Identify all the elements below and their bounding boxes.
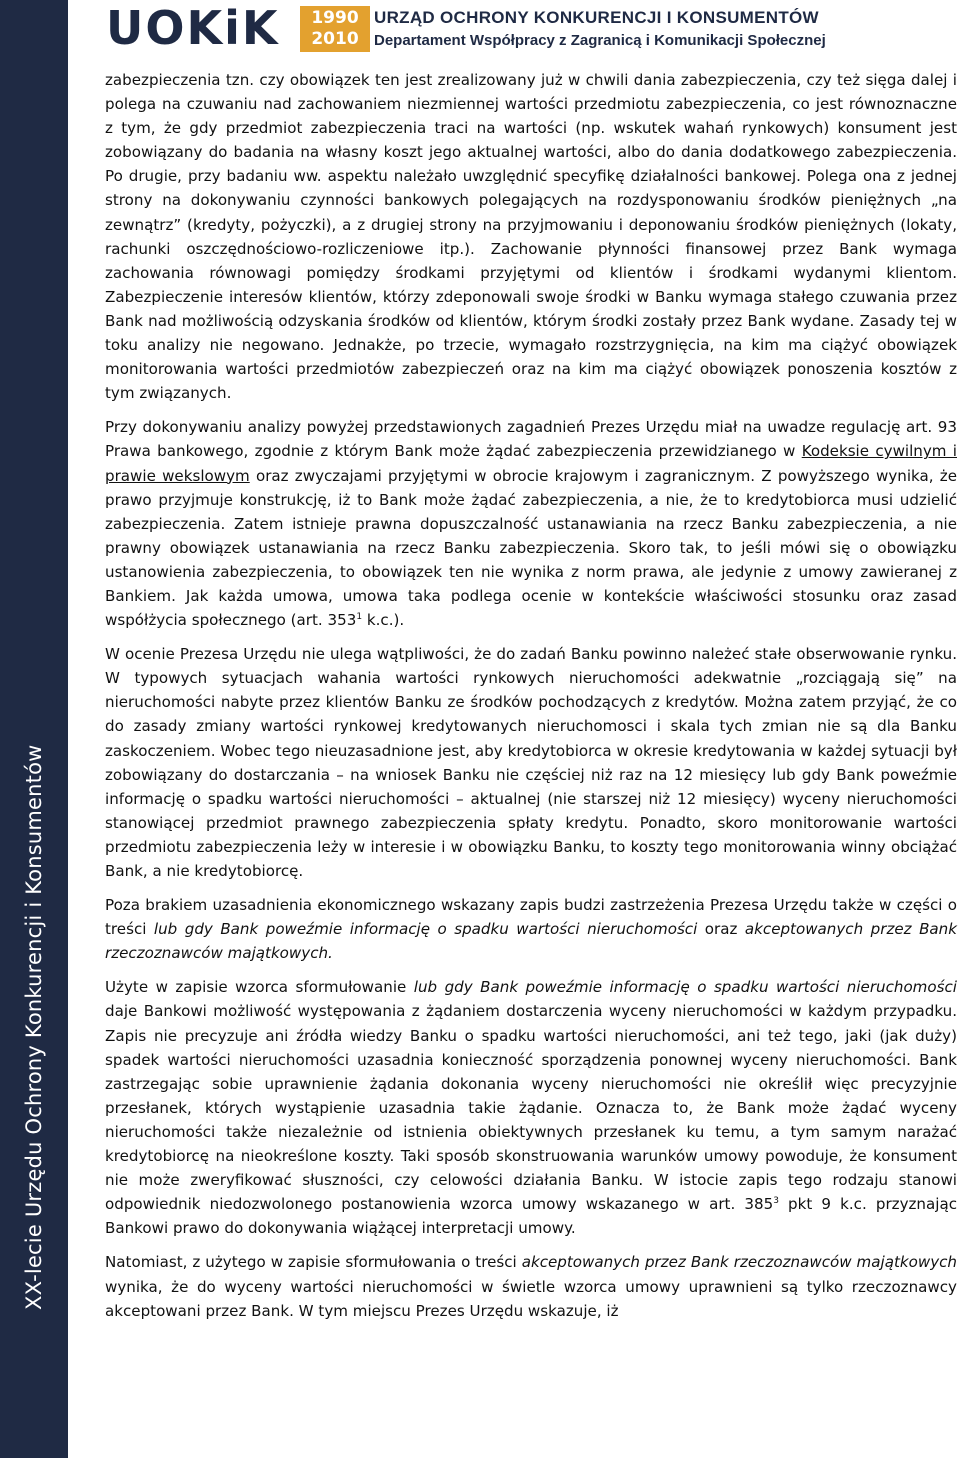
paragraph-1: zabezpieczenia tzn. czy obowiązek ten jest zrealizowany już w chwili dania zabezpieczenia, czy też sięga dalej i polega na czuwaniu nad zachowaniem niezmiennej wartości przedmiotu zabezpieczenia, co jest równoznaczne z tym, że gdy przedmiot zabezpieczenia traci na wartości (np. wskutek wahań rynkowych) konsument jest zobowiązany do badania na własny koszt jego aktualnej wartości, albo do dania dodatkowego zabezpieczenia. Po drugie, przy badaniu ww. aspektu należało uwzględnić specyfikę działalności bankowej. Polega ona z jednej strony na dokonywaniu czynności bankowych polegających na rozdysponowaniu środków pieniężnych „na zewnątrz” (kredyty, pożyczki), a z drugiej strony na przyjmowaniu i deponowaniu środków pieniężnych (lokaty, rachunki oszczędnościowo-rozliczeniowe itp.). Zachowanie płynności finansowej przez Bank wymaga zachowania równowagi pomiędzy środkami przyjętymi od klientów i środkami wydanymi klientom. Zabezpieczenie interesów klientów, którzy zdeponowali swoje środki w Banku wymaga stałego czuwania przez Bank nad możliwością odzyskania środków od klientów, którym środki zostały przez Bank wydane. Zasady tej w toku analizy nie negowano. Jednakże, po trzecie, wymagało rozstrzygnięcia, na kim ma ciążyć obowiązek monitorowania wartości przedmiotów zabezpieczeń oraz na kim ma ciążyć obowiązek ponoszenia kosztów z tym związanych. — [105, 71, 957, 403]
paragraph-5-text-c: pkt 9 k.c. przyznając Bankowi prawo do dokonywania wiążącej interpretacji umowy. — [105, 1195, 957, 1238]
footnote-sup: 1 — [356, 612, 363, 623]
paragraph-4 — [105, 893, 957, 965]
department-name: Departament Współpracy z Zagranicą i Komunikacji Społecznej — [374, 32, 826, 49]
year-start: 1990 — [311, 8, 359, 28]
side-banner-text: XX-lecie Urzędu Ochrony Konkurencji i Konsumentów — [22, 744, 46, 1310]
side-banner — [0, 0, 68, 1458]
paragraph-6-text-b: wynika, że do wyceny wartości nieruchomości w świetle wzorca umowy uprawnieni są tylko rzeczoznawcy akceptowani przez Bank. W tym miejscu Prezes Urzędu wskazuje, iż — [105, 1277, 957, 1320]
anniversary-badge — [300, 6, 370, 52]
year-end: 2010 — [311, 29, 359, 49]
paragraph-6 — [105, 1250, 957, 1322]
page-header — [68, 0, 960, 60]
code-link[interactable]: Kodeksie cywilnym i prawie wekslowym — [105, 442, 957, 485]
uokik-logo — [106, 1, 280, 55]
paragraph-5-text-b: daje Bankowi możliwość występowania z żądaniem dostarczenia wyceny nieruchomości w każdym przypadku. Zapis nie precyzuje ani źródła wiedzy Banku o spadku wartości nieruchomości, ani też tego, jaki (jak duży) spadek wartości nieruchomości uzasadnia konieczność sporządzenia ponownej wyceny nieruchomości. Bank zastrzegając sobie uprawnienie żądania dokonania wyceny nieruchomości nie określił więc precyzyjnie przesłanek, których wystąpienie uzasadnia takie żądanie. Oznacza to, że Bank może żądać wyceny nieruchomości także niezależnie od istnienia obiektywnych przesłanek ku temu, a tym samym narażać kredytobiorcę na nieokreślone koszty. Taki sposób skonstruowania warunków umowy powoduje, że konsument nie może zweryfikować słuszności, czy celowości działania Banku. W istocie zapis tego rodzaju stanowi odpowiednik niedozwolonego postanowienia wzorca umowy wskazanego w art. 385 — [105, 1002, 957, 1214]
article-sup: 3 — [773, 1196, 779, 1207]
paragraph-2-text-a: Przy dokonywaniu analizy powyżej przedstawionych zagadnień Prezes Urzędu miał na uwadze regulację art. 93 Prawa bankowego, zgodnie z którym Bank może żądać zabezpieczenia przewidzianego w — [105, 418, 957, 461]
paragraph-5 — [105, 975, 957, 1240]
institution-block — [374, 8, 826, 51]
paragraph-4-text-a: Poza brakiem uzasadnienia ekonomicznego wskazany zapis budzi zastrzeżenia Prezesa Urzędu także w części o treści — [105, 896, 957, 939]
paragraph-4-quote-1: lub gdy Bank poweźmie informację o spadku wartości nieruchomości — [153, 920, 698, 939]
paragraph-2 — [105, 415, 957, 632]
institution-name: URZĄD OCHRONY KONKURENCJI I KONSUMENTÓW — [374, 8, 819, 27]
logo-text: UOKiK — [106, 1, 280, 55]
paragraph-6-text-a: Natomiast, z użytego w zapisie sformułowania o treści — [105, 1253, 522, 1272]
paragraph-2-text-c: k.c.). — [362, 611, 405, 630]
paragraph-4-text-b: oraz — [697, 920, 745, 939]
paragraph-5-quote: lub gdy Bank poweźmie informację o spadku wartości nieruchomości — [413, 978, 957, 997]
paragraph-4-quote-2: akceptowanych przez Bank rzeczoznawców majątkowych. — [105, 920, 957, 963]
paragraph-2-text-b: oraz zwyczajami przyjętymi w obrocie krajowym i zagranicznym. Z powyższego wynika, że prawo przyjmuje konstrukcję, iż to Bank może żądać zabezpieczenia, a nie, że to kredytobiorca musi udzielić zabezpieczenia. Zatem istnieje prawna dopuszczalność ustanawiania na rzecz Banku zabezpieczenia, a nie prawny obowiązek ustanawiania na rzecz Banku zabezpieczenia. Skoro tak, to jeśli mówi się o obowiązku ustanowienia zabezpieczenia, to obowiązek ten nie wynika z norm prawa, ale jedynie z umowy zawieranej z Bankiem. Jak każda umowa, umowa taka podlega ocenie w kontekście właściwości stosunku oraz zasad współżycia społecznego (art. 353 — [105, 466, 957, 630]
paragraph-5-text-a: Użyte w zapisie wzorca sformułowanie — [105, 978, 414, 997]
paragraph-6-quote: akceptowanych przez Bank rzeczoznawców majątkowych — [521, 1253, 957, 1272]
document-body — [105, 68, 957, 1333]
paragraph-3: W ocenie Prezesa Urzędu nie ulega wątpliwości, że do zadań Banku powinno należeć stałe obserwowanie rynku. W typowych sytuacjach wahania wartości rynkowych nieruchomości adekwatnie „rozciągają się” na nieruchomości nabyte przez klientów Banku ze środków pochodzących z kredytów. Można zatem przyjąć, że co do zasady zmiany wartości rynkowej kredytowanych nieruchomosci i skala tych zmian nie są dla Banku zaskoczeniem. Wobec tego nieuzasadnione jest, aby kredytobiorca w okresie kredytowania w każdej sytuacji był zobowiązany do dostarczania – na wniosek Banku nie częściej niż raz na 12 miesięcy lub gdy Bank poweźmie informację o spadku wartości nieruchomości – aktualnej (nie starszej niż 12 miesięcy) wyceny nieruchomości stanowiącej przedmiot prawnego zabezpieczenia spłaty kredytu. Ponadto, skoro monitorowanie wartości przedmiotu zabezpieczenia leży w interesie i w obowiązku Banku, to koszty tego monitorowania winny obciążać Bank, a nie kredytobiorcę. — [105, 645, 957, 880]
